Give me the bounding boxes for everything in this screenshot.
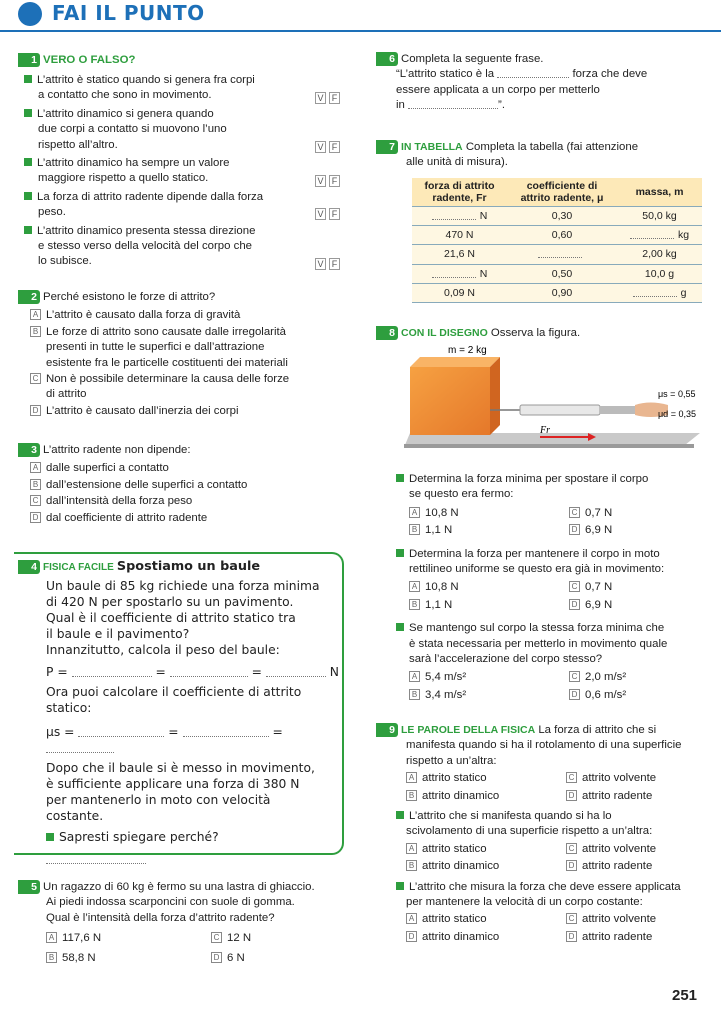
question-number: 2 <box>18 290 40 304</box>
option[interactable] <box>409 670 569 685</box>
blank-field[interactable] <box>432 267 476 278</box>
question-8-parts <box>396 472 706 703</box>
subquestion-text: se questo era fermo: <box>409 488 514 501</box>
option[interactable] <box>566 912 706 927</box>
option[interactable] <box>406 789 566 804</box>
item-text: La forza di attrito radente dipende dalla forza <box>38 190 300 205</box>
question-3 <box>18 443 340 527</box>
question-tag: CON IL DISEGNO <box>401 327 488 339</box>
option[interactable] <box>32 308 340 323</box>
options-grid <box>396 670 706 703</box>
table-cell: 0,30 <box>507 207 617 226</box>
option-letter[interactable]: A <box>46 932 57 943</box>
option-text: attrito radente <box>582 930 653 943</box>
option[interactable] <box>406 912 566 927</box>
item-text: L’attrito dinamico si genera quando <box>38 107 300 122</box>
question-number: 3 <box>18 443 40 457</box>
table-cell: 0,60 <box>507 226 617 245</box>
explain-question: Sapresti spiegare perché? <box>46 829 340 845</box>
true-checkbox[interactable]: V <box>315 141 326 153</box>
option-text: presenti in tutte le superfici e dall’attrazione <box>46 341 265 354</box>
option[interactable] <box>569 523 709 538</box>
option-letter[interactable]: A <box>409 507 420 518</box>
question-number: 5 <box>18 880 40 894</box>
blank-field[interactable] <box>432 209 476 220</box>
option[interactable] <box>409 598 569 613</box>
option-text: attrito radente <box>582 860 653 873</box>
question-text: Un ragazzo di 60 kg è fermo su una lastra di ghiaccio. <box>43 881 315 893</box>
option-text: 6,9 N <box>585 598 613 611</box>
option-letter[interactable]: A <box>406 843 417 854</box>
option[interactable] <box>32 461 340 476</box>
problem-text: Ora puoi calcolare il coefficiente di attrito statico: <box>46 685 302 716</box>
option-letter[interactable]: C <box>566 913 577 924</box>
option-letter[interactable]: D <box>569 599 580 610</box>
option-letter[interactable]: B <box>30 326 41 337</box>
option-text: attrito dinamico <box>422 789 500 802</box>
options-list <box>18 461 340 526</box>
option-text: 6 N <box>227 951 245 964</box>
friction-figure <box>400 345 710 455</box>
options-list <box>18 308 340 419</box>
option-letter[interactable]: D <box>211 952 222 963</box>
option-text: esistente fra le particelle costituenti dei materiali <box>46 356 288 369</box>
option-letter[interactable]: B <box>409 524 420 535</box>
page-title: FAI IL PUNTO <box>52 1 205 25</box>
subquestion-text: Determina la forza per mantenere il corpo in moto <box>396 547 706 562</box>
option[interactable] <box>409 506 569 521</box>
option[interactable] <box>46 931 211 946</box>
subquestion-text: è stata necessaria per metterlo in movimento quale <box>409 637 668 650</box>
table-row <box>412 264 702 283</box>
table-cell: 2,00 kg <box>617 245 702 264</box>
option-text: attrito statico <box>422 842 487 855</box>
option[interactable] <box>32 404 340 419</box>
option-letter[interactable]: B <box>406 790 417 801</box>
force-label: Fr <box>540 425 550 436</box>
table-cell: 21,6 N <box>412 245 507 264</box>
option[interactable] <box>569 598 709 613</box>
option[interactable] <box>406 930 566 945</box>
table-cell: 0,50 <box>507 264 617 283</box>
option-text: 0,6 m/s² <box>585 688 627 701</box>
item-text: lo subisce. <box>38 255 92 268</box>
question-number: 4 <box>18 560 40 574</box>
mu-static-label: μs = 0,55 <box>658 389 696 399</box>
question-number: 1 <box>18 53 40 67</box>
table-row <box>412 245 702 264</box>
option-text: dalle superfici a contatto <box>46 462 169 475</box>
option[interactable] <box>566 930 706 945</box>
true-false-list <box>18 73 340 270</box>
option-letter[interactable]: B <box>406 860 417 871</box>
problem-text: Un baule di 85 kg richiede una forza minima di 420 N per spostarlo su un pavimento. Qual è il coefficiente di attrito statico tra il baule e il pavimento? Innanzitutto, calcola il peso del baule: <box>46 579 320 658</box>
table-cell: g <box>617 283 702 302</box>
blank-field[interactable] <box>538 247 582 258</box>
question-text: L’attrito radente non dipende: <box>43 444 191 456</box>
option[interactable] <box>211 931 331 946</box>
option[interactable] <box>32 511 340 526</box>
option-letter[interactable]: A <box>406 772 417 783</box>
header-divider <box>0 30 721 32</box>
option-text: 3,4 m/s² <box>425 688 467 701</box>
item-text: rispetto all’altro. <box>38 138 118 151</box>
question-6: 6 Completa la seguente frase. “L’attrito statico è la forza che deve essere applicata a un corpo per metterlo in ”. <box>376 52 706 114</box>
option-text: attrito statico <box>422 913 487 926</box>
option-text: 0,7 N <box>585 581 613 594</box>
option-letter[interactable]: D <box>30 512 41 523</box>
option-letter[interactable]: C <box>566 843 577 854</box>
mass-label: m = 2 kg <box>448 345 487 356</box>
block-top <box>410 357 500 367</box>
option-text: attrito volvente <box>582 913 657 926</box>
item-text: peso. <box>38 206 66 219</box>
table-cell: N <box>412 207 507 226</box>
table-cell: 50,0 kg <box>617 207 702 226</box>
item-text: a contatto che sono in movimento. <box>38 89 212 102</box>
option-text: di attrito <box>46 388 87 401</box>
true-checkbox[interactable]: V <box>315 175 326 187</box>
table-row <box>412 226 702 245</box>
option-text: Le forze di attrito sono causate dalle irregolarità <box>46 325 286 338</box>
option-letter[interactable]: A <box>409 581 420 592</box>
option-text: L’attrito è causato dall’inerzia dei corpi <box>46 404 239 417</box>
bullet <box>24 109 32 117</box>
question-2 <box>18 290 340 420</box>
option-text: 10,8 N <box>425 581 459 594</box>
blank-field[interactable] <box>630 228 674 239</box>
table-header: massa, m <box>617 178 702 207</box>
item-text: L’attrito è statico quando si genera fra corpi <box>38 73 300 88</box>
true-checkbox[interactable]: V <box>315 92 326 104</box>
question-number: 6 <box>376 52 398 66</box>
options-grid <box>396 580 706 613</box>
false-checkbox[interactable]: F <box>329 92 340 104</box>
option[interactable] <box>409 688 569 703</box>
question-tag: IN TABELLA <box>401 141 463 153</box>
table-row <box>412 207 702 226</box>
option[interactable] <box>32 478 340 493</box>
question-number: 7 <box>376 140 398 154</box>
option-letter[interactable]: B <box>409 599 420 610</box>
item-text: e stesso verso della velocità del corpo che <box>38 239 253 252</box>
option[interactable] <box>569 688 709 703</box>
question-7: 7 IN TABELLA Completa la tabella (fai attenzione alle unità di misura). <box>376 140 706 171</box>
option-text: 0,7 N <box>585 506 613 519</box>
options-grid <box>18 931 340 966</box>
option-text: attrito radente <box>582 789 653 802</box>
true-false-item <box>38 107 340 153</box>
option-text: 58,8 N <box>62 951 96 964</box>
question-title: Spostiamo un baule <box>116 559 261 574</box>
option-text: attrito dinamico <box>422 860 500 873</box>
option[interactable] <box>409 580 569 595</box>
bullet <box>396 549 404 557</box>
option-text: attrito volvente <box>582 772 657 785</box>
question-text: Qual è l’intensità della forza d’attrito radente? <box>46 911 275 924</box>
table-cell: 470 N <box>412 226 507 245</box>
question-tag: FISICA FACILE <box>43 562 114 573</box>
dynamometer-body <box>520 405 600 415</box>
option-letter[interactable]: B <box>30 479 41 490</box>
option-letter[interactable]: C <box>569 671 580 682</box>
option-text: 2,0 m/s² <box>585 671 627 684</box>
option-text: 117,6 N <box>62 932 102 945</box>
option[interactable] <box>569 506 709 521</box>
option-text: dall’estensione delle superfici a contatto <box>46 478 248 491</box>
table-cell: 0,09 N <box>412 283 507 302</box>
subquestion-text: rettilineo uniforme se questo era già in movimento: <box>409 562 665 575</box>
question-4 <box>18 558 340 867</box>
question-text: Ai piedi indossa scarponcini con suole di gomma. <box>46 896 295 909</box>
options-grid <box>376 842 706 875</box>
blank-field[interactable] <box>633 286 677 297</box>
options-grid <box>396 506 706 539</box>
option-letter[interactable]: D <box>406 931 417 942</box>
block-side <box>490 357 500 435</box>
option-letter[interactable]: C <box>566 772 577 783</box>
option[interactable] <box>211 951 331 966</box>
subquestion-c <box>396 621 706 703</box>
page-number: 251 <box>672 987 698 1004</box>
option-text: 1,1 N <box>425 598 453 611</box>
option[interactable] <box>32 372 340 403</box>
question-5 <box>18 880 340 966</box>
option[interactable] <box>566 859 706 874</box>
weight-formula: P = = = N <box>46 665 339 680</box>
item-text: L’attrito dinamico ha sempre un valore <box>38 156 300 171</box>
false-checkbox[interactable]: F <box>329 258 340 270</box>
question-number: 9 <box>376 723 398 737</box>
option-text: dall’intensità della forza peso <box>46 495 193 508</box>
question-tag: LE PAROLE DELLA FISICA <box>401 724 536 736</box>
option-text: attrito statico <box>422 772 487 785</box>
bullet <box>396 474 404 482</box>
option[interactable] <box>406 771 566 786</box>
option-text: 12 N <box>227 932 252 945</box>
question-number: 8 <box>376 326 398 340</box>
option-letter[interactable]: B <box>409 689 420 700</box>
orange-block <box>410 367 490 435</box>
option[interactable] <box>46 951 211 966</box>
item-text: maggiore rispetto a quello statico. <box>38 172 209 185</box>
false-checkbox[interactable]: F <box>329 208 340 220</box>
option-text: 10,8 N <box>425 506 459 519</box>
option-letter[interactable]: C <box>30 495 41 506</box>
true-checkbox[interactable]: V <box>315 208 326 220</box>
true-false-item <box>38 190 340 221</box>
friction-table <box>412 178 702 303</box>
subquestion-text: Determina la forza minima per spostare il corpo <box>396 472 706 487</box>
option-text: L’attrito è causato dalla forza di gravità <box>46 309 241 322</box>
option-letter[interactable]: D <box>566 860 577 871</box>
table-cell <box>507 245 617 264</box>
option[interactable] <box>406 842 566 857</box>
bullet <box>396 623 404 631</box>
option-text: 5,4 m/s² <box>425 671 467 684</box>
table-row <box>412 283 702 302</box>
option-text: dal coefficiente di attrito radente <box>46 511 208 524</box>
question-1 <box>18 52 340 273</box>
option[interactable] <box>566 771 706 786</box>
option[interactable] <box>409 523 569 538</box>
true-false-item <box>38 73 340 104</box>
table-header: coefficiente di attrito radente, μ <box>507 178 617 207</box>
bullet <box>24 226 32 234</box>
option-text: attrito volvente <box>582 842 657 855</box>
table-cell: N <box>412 264 507 283</box>
option-text: 6,9 N <box>585 524 613 537</box>
false-checkbox[interactable]: F <box>329 175 340 187</box>
option-letter[interactable]: D <box>566 790 577 801</box>
subquestion-a <box>396 472 706 539</box>
option[interactable] <box>566 789 706 804</box>
option-letter[interactable]: D <box>30 405 41 416</box>
option-letter[interactable]: C <box>211 932 222 943</box>
table-cell: kg <box>617 226 702 245</box>
bullet <box>24 192 32 200</box>
option-letter[interactable]: B <box>46 952 57 963</box>
problem-text: Dopo che il baule si è messo in movimento, è sufficiente applicare una forza di 380 N per mantenerlo in moto con velocità costante. <box>46 761 315 824</box>
question-text: Perché esistono le forze di attrito? <box>43 291 216 303</box>
mu-formula: μs = = = <box>46 724 340 756</box>
option-text: Non è possibile determinare la causa delle forze <box>46 372 290 385</box>
option-letter[interactable]: A <box>30 309 41 320</box>
option-text: 1,1 N <box>425 524 453 537</box>
item-text: due corpi a contatto si muovono l’uno <box>38 123 227 136</box>
option-letter[interactable]: D <box>569 689 580 700</box>
option[interactable] <box>406 859 566 874</box>
option-letter[interactable]: D <box>569 524 580 535</box>
true-false-item <box>38 224 340 270</box>
option-text: attrito dinamico <box>422 930 500 943</box>
table-edge <box>404 444 694 448</box>
option[interactable] <box>566 842 706 857</box>
subquestion-b <box>396 547 706 614</box>
question-9: 9 LE PAROLE DELLA FISICA La forza di attrito che si manifesta quando si ha il rotolamento di una superficie rispetto a un’altra: A attrito statico C attrito volvente B attrito dinamico D attrito radente L’attrito che si manifesta quando si ha lo scivolamento di una superficie rispetto a un’altra: A attrito statico C attrito volvente B attrito dinamico D attrito radente L’attrito che misura la forza che deve essere applicata per mantenere la velocità di un corpo costante: A attrito statico C attrito volvente D attrito dinamico D attrito radente <box>376 723 706 945</box>
option-letter[interactable]: C <box>569 581 580 592</box>
bullet <box>24 75 32 83</box>
option[interactable] <box>569 580 709 595</box>
table-cell: 10,0 g <box>617 264 702 283</box>
subquestion-text: sarà l’accelerazione del corpo stesso? <box>409 652 603 665</box>
item-text: L’attrito dinamico presenta stessa direzione <box>38 224 300 239</box>
option-letter[interactable]: D <box>566 931 577 942</box>
table-header: forza di attrito radente, Fr <box>412 178 507 207</box>
question-title: VERO O FALSO? <box>43 54 136 66</box>
true-checkbox[interactable]: V <box>315 258 326 270</box>
mu-dynamic-label: μd = 0,35 <box>658 409 696 419</box>
table-cell: 0,90 <box>507 283 617 302</box>
dynamometer-rod <box>600 406 635 414</box>
option-letter[interactable]: A <box>30 462 41 473</box>
true-false-item <box>38 156 340 187</box>
option[interactable] <box>569 670 709 685</box>
header-dot <box>18 2 42 26</box>
option-letter[interactable]: A <box>409 671 420 682</box>
question-8: 8 CON IL DISEGNO Osserva la figura. <box>376 326 706 341</box>
option-letter[interactable]: C <box>569 507 580 518</box>
subquestion-text: Se mantengo sul corpo la stessa forza minima che <box>396 621 706 636</box>
option[interactable] <box>32 494 340 509</box>
option-letter[interactable]: A <box>406 913 417 924</box>
bullet <box>24 158 32 166</box>
options-grid <box>376 771 706 804</box>
options-grid <box>376 912 706 945</box>
option-letter[interactable]: C <box>30 373 41 384</box>
false-checkbox[interactable]: F <box>329 141 340 153</box>
answer-line <box>46 853 146 864</box>
option[interactable] <box>32 325 340 371</box>
